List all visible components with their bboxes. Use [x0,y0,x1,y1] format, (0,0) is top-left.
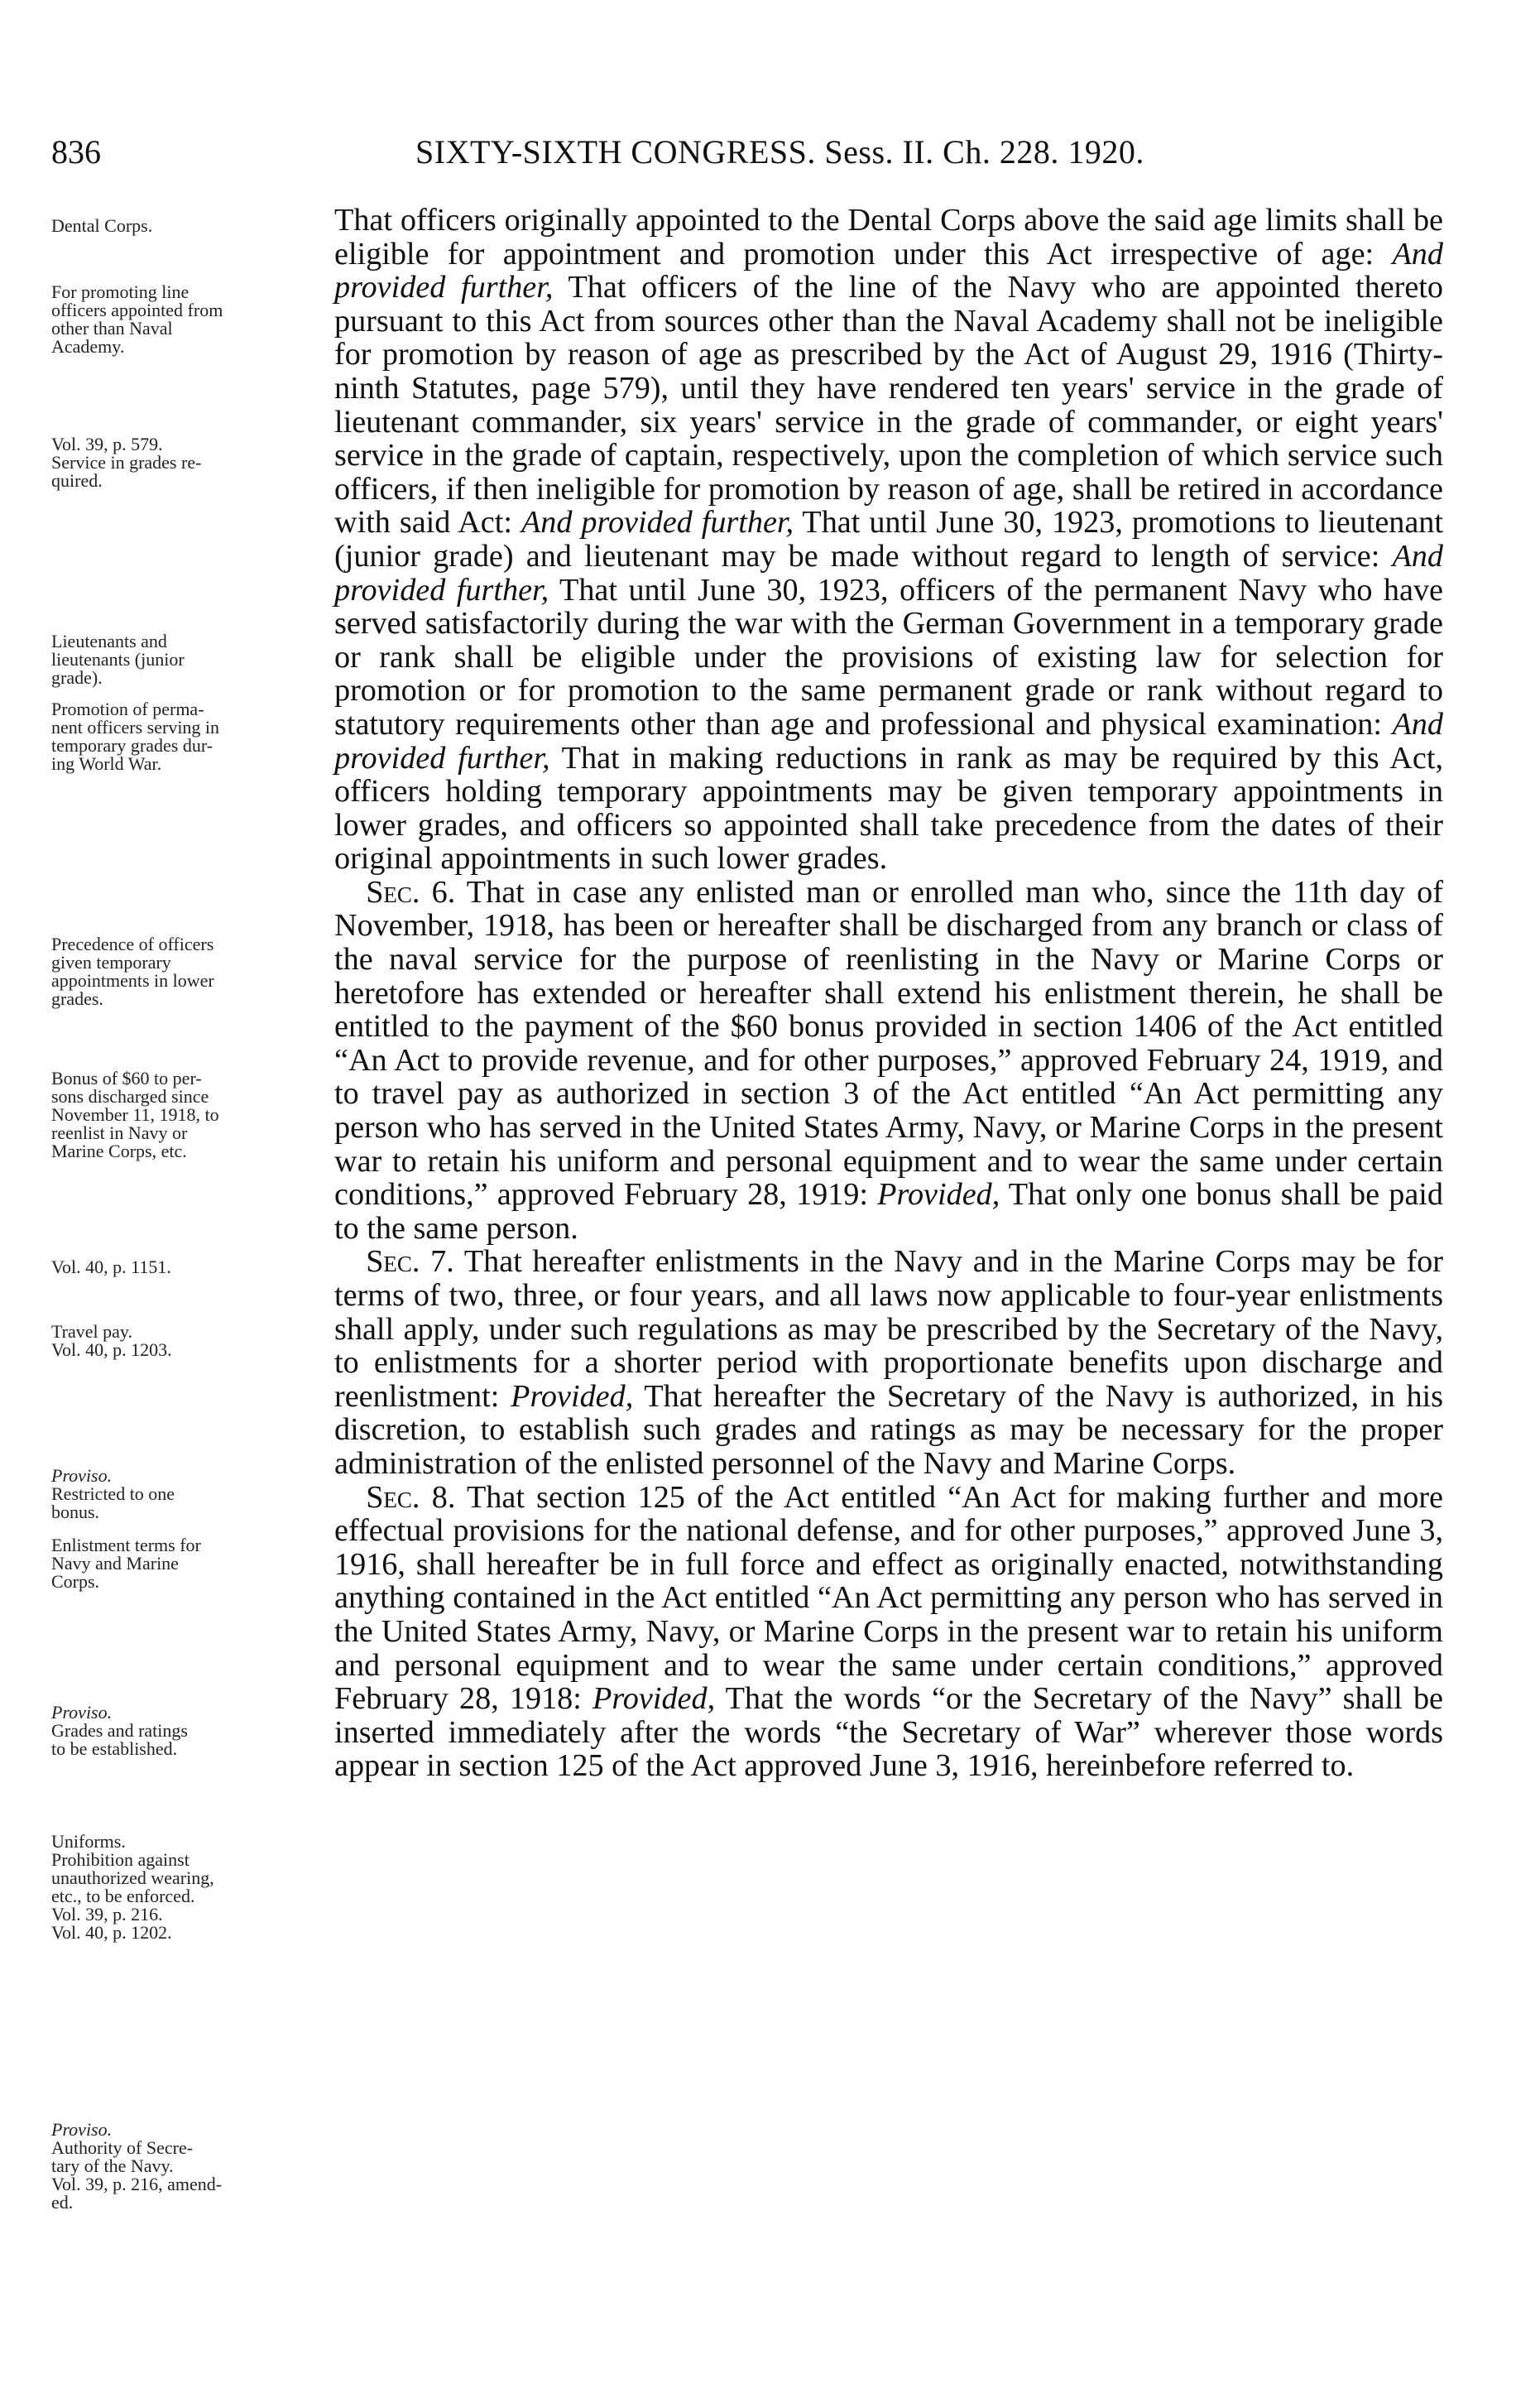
section-label: Sec. 7. [366,1244,454,1280]
margin-note-line: Proviso. [51,1465,113,1486]
margin-note-line: Restricted to one [51,1483,175,1504]
margin-note-line: etc., to be enforced. [51,1886,195,1906]
italic-run: And provided further, [521,505,794,541]
margin-note-line: Navy and Marine [51,1553,179,1574]
margin-note-line: nent officers serving in [51,717,220,738]
text-run: That officers of the line of the Navy who are appointed thereto pursuant to this Act from sources other than the Naval Academy shall not be ineligible for promotion by reason of age as prescribed by the Act of August 29, 1916 (Thirty-ninth Statutes, page 579), until they have rendered ten years' service in the grade of lieutenant commander, six years' service in the grade of commander, or eight years' service in the grade of captain, respectively, upon the completion of which service such officers, if then ineligible for promotion by reason of age, shall be retired in accordance with said Act: [334,270,1444,541]
margin-note-line: grade). [51,667,103,688]
margin-note-promotion-permanent [51,700,324,773]
margin-note-line: Lieutenants and [51,631,167,651]
margin-note-line: quired. [51,470,103,491]
margin-note-line: Vol. 40, p. 1151. [51,1257,171,1277]
page-header [51,132,1458,182]
margin-note-line: given temporary [51,952,171,973]
margin-note-authority-secretary [51,2121,324,2212]
italic-run: And provided further, [334,236,1443,305]
italic-run: Provided, [511,1378,634,1414]
margin-note-enlistment-terms [51,1536,324,1591]
margin-note-line: Dental Corps. [51,215,153,236]
margin-note-line: Vol. 39, p. 216, amend- [51,2174,223,2194]
margin-note-line: Vol. 39, p. 216. [51,1904,163,1925]
margin-note-line: other than Naval [51,318,173,339]
margin-note-line: Vol. 40, p. 1203. [51,1339,172,1360]
margin-note-line: unauthorized wearing, [51,1867,214,1888]
paragraph-section-8 [334,1481,1443,1783]
margin-note-line: sons discharged since [51,1086,209,1107]
margin-note-line: Grades and ratings [51,1720,188,1741]
italic-run: Provided, [877,1177,1000,1213]
margin-note-service-grades [51,435,324,490]
margin-note-line: bonus. [51,1502,100,1522]
margin-note-line: ing World War. [51,753,162,774]
text-run: That the words “or the Secretary of the Navy” shall be inserted immediately after the words “the Secretary of War” wherever those words appear in section 125 of the Act approved June 3, 1916, hereinbefore referred to. [334,1681,1443,1784]
margin-note-uniforms [51,1833,324,1942]
margin-note-lieutenants [51,632,324,687]
page-number: 836 [51,133,101,171]
margin-note-line: For promoting line [51,281,190,302]
margin-note-line: Prohibition against [51,1849,190,1870]
paragraph-section-6 [334,876,1443,1246]
margin-note-line: ed. [51,2192,74,2213]
margin-note-line: officers appointed from [51,300,223,320]
margin-note-travel-pay [51,1323,324,1359]
main-text [334,204,1443,1783]
text-run: That until June 30, 1923, promotions to lieutenant (junior grade) and lieutenant may be made without regard to length of service: [334,505,1444,574]
margin-note-line: Service in grades re- [51,452,202,473]
margin-note-line: Precedence of officers [51,934,214,954]
margin-note-dental-corps [51,217,324,235]
margin-note-proviso-bonus [51,1467,324,1521]
text-run: That until June 30, 1923, officers of the permanent Navy who have served satisfactorily during the war with the German Government in a temporary grade or rank shall be eligible under the provisions of existing law for selection for promotion or for promotion to the same permanent grade or rank without regard to statutory requirements other than age and professional and physical examination: [334,572,1444,742]
text-run: That only one bonus shall be paid to the same person. [334,1177,1444,1246]
italic-run: Provided, [592,1681,716,1717]
margin-note-line: reenlist in Navy or [51,1122,188,1143]
margin-note-bonus [51,1069,324,1161]
margin-note-line: Uniforms. [51,1831,126,1852]
margin-note-line-officers [51,283,324,356]
italic-run: And provided further, [334,538,1443,608]
margin-note-grades-ratings [51,1704,324,1758]
margin-note-line: November 11, 1918, to [51,1104,219,1125]
margin-note-line: Marine Corps, etc. [51,1141,187,1161]
margin-note-line: Corps. [51,1571,100,1592]
margin-note-line: Proviso. [51,2119,113,2140]
margin-note-line: tary of the Navy. [51,2155,174,2176]
margin-note-line: grades. [51,988,103,1009]
margin-note-vol40-1151 [51,1258,324,1276]
text-run: That section 125 of the Act entitled “An Act for making further and more effectual provisions for the national defense, and for other purposes,” approved June 3, 1916, shall hereafter be in full force and effect as originally enacted, notwithstanding anything contained in the Act entitled “An Act permitting any person who has served in the United States Army, Navy, or Marine Corps in the present war to retain his uniform and personal equipment and to wear the same under certain conditions,” approved February 28, 1918: [334,1479,1443,1717]
margin-note-line: appointments in lower [51,970,214,991]
margin-note-line: temporary grades dur- [51,735,213,756]
margin-note-line: lieutenants (junior [51,649,185,670]
margin-note-line: Academy. [51,336,125,357]
margin-note-precedence [51,935,324,1008]
section-label: Sec. 8. [366,1479,456,1515]
italic-run: And provided further, [334,706,1443,776]
paragraph-dental-corps [334,204,1443,876]
text-run: That hereafter enlistments in the Navy and in the Marine Corps may be for terms of two, three, or four years, and all laws now applicable to four-year enlistments shall apply, under such regulations as may be prescribed by the Secretary of the Navy, to enlistments for a shorter period with proportionate benefits upon discharge and reenlistment: [334,1244,1443,1414]
margin-note-line: Vol. 40, p. 1202. [51,1922,172,1943]
margin-note-line: Vol. 39, p. 579. [51,434,163,454]
margin-note-line: to be established. [51,1738,178,1759]
margin-note-line: Proviso. [51,1702,113,1723]
section-label: Sec. 6. [366,874,456,910]
text-run: That hereafter the Secretary of the Navy is authorized, in his discretion, to establish such grades and ratings as may be necessary for the proper administration of the enlisted personnel of the Navy and Marine Corps. [334,1378,1444,1481]
running-head: SIXTY-SIXTH CONGRESS. Sess. II. Ch. 228. 1920. [415,133,1144,171]
margin-note-line: Enlistment terms for [51,1535,201,1555]
margin-note-line: Promotion of perma- [51,699,204,719]
text-run: That in making reductions in rank as may be required by this Act, officers holding temporary appointments may be given temporary appointments in lower grades, and officers so appointed shall take precedence from the dates of their original appointments in such lower grades. [334,740,1443,877]
margin-note-line: Authority of Secre- [51,2137,194,2158]
text-run: That officers originally appointed to the Dental Corps above the said age limits shall be eligible for appointment and promotion under this Act irrespective of age: [334,203,1443,272]
paragraph-section-7 [334,1245,1443,1480]
text-run: That in case any enlisted man or enrolled man who, since the 11th day of November, 1918, has been or hereafter shall be discharged from any branch or class of the naval service for the purpose of reenlisting in the Navy or Marine Corps or heretofore has extended or hereafter shall extend his enlistment therein, he shall be entitled to the payment of the $60 bonus provided in section 1406 of the Act entitled “An Act to provide revenue, and for other purposes,” approved February 24, 1919, and to travel pay as authorized in section 3 of the Act entitled “An Act permitting any person who has served in the United States Army, Navy, or Marine Corps in the present war to retain his uniform and personal equipment and to wear the same under certain conditions,” approved February 28, 1919: [334,874,1443,1213]
margin-note-line: Travel pay. [51,1321,132,1342]
margin-note-line: Bonus of $60 to per- [51,1068,202,1088]
